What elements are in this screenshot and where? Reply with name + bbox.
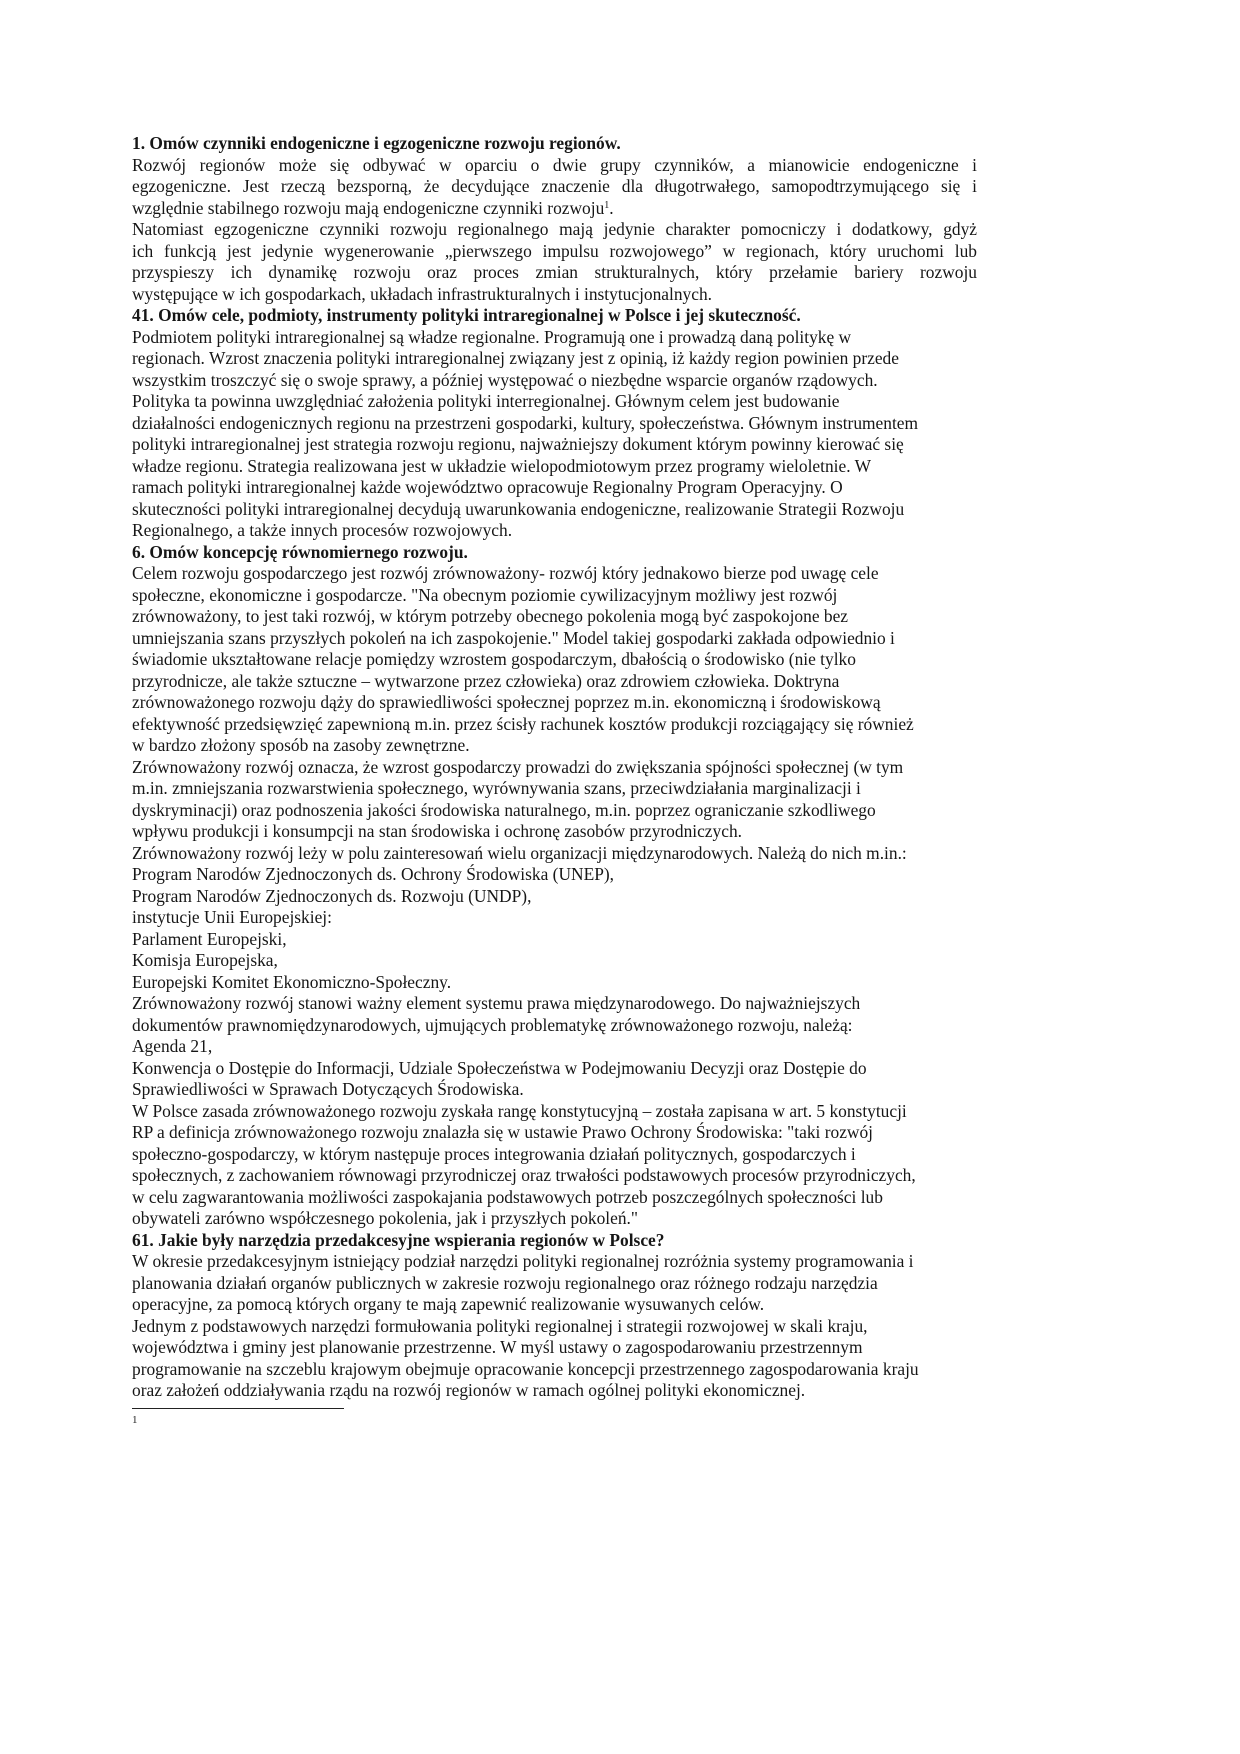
line-text: ramach polityki intraregionalnej każde województwo opracowuje Regionalny Program Operacyjny. O: [132, 477, 843, 497]
line-text: działalności endogenicznych regionu na przestrzeni gospodarki, kultury, społeczeństwa. Głównym instrumentem: [132, 412, 919, 433]
line-text: społecznych, z zachowaniem równowagi przyrodniczej oraz trwałości podstawowych procesów przyrodniczych,: [132, 1165, 916, 1185]
line-text: województwa i gminy jest planowanie przestrzenne. W myśl ustawy o zagospodarowaniu przestrzennym: [132, 1337, 863, 1357]
text-line: [132, 778, 977, 800]
line-text: Rozwój regionów może się odbywać w oparciu o dwie grupy czynników, a mianowicie endogeniczne i: [132, 154, 977, 175]
text-line: [132, 176, 977, 198]
section-heading: [132, 1230, 977, 1252]
text-line: [132, 1036, 977, 1058]
text-line: [132, 1251, 977, 1273]
text-line: [132, 886, 977, 908]
line-text: władze regionu. Strategia realizowana jest w układzie wielopodmiotowym przez programy wieloletnie. W: [132, 455, 872, 476]
line-text: wpływu produkcji i konsumpcji na stan środowiska i ochronę zasobów przyrodniczych.: [132, 821, 742, 841]
text-line: [132, 1208, 977, 1230]
text-line: [132, 1316, 977, 1338]
section-heading: [132, 305, 977, 327]
text-line: [132, 950, 977, 972]
text-line: [132, 1015, 977, 1037]
line-text: Zrównoważony rozwój stanowi ważny element systemu prawa międzynarodowego. Do najważniejszych: [132, 993, 861, 1013]
text-line: [132, 907, 977, 929]
text-line: [132, 262, 977, 284]
line-text: operacyjne, za pomocą których organy te mają zapewnić realizowanie wysuwanych celów.: [132, 1294, 765, 1314]
text-line: [132, 735, 977, 757]
text-line: [132, 499, 977, 521]
text-line: [132, 929, 977, 951]
line-text: dokumentów prawnomiędzynarodowych, ujmujących problematykę zrównoważonego rozwoju, należą:: [132, 1014, 853, 1035]
line-text: występujące w ich gospodarkach, układach infrastrukturalnych i instytucjonalnych.: [132, 283, 712, 304]
text-line: [132, 477, 977, 499]
text-line: [132, 1144, 977, 1166]
text-line: [132, 284, 977, 306]
line-text: m.in. zmniejszania rozwarstwienia społecznego, wyrównywania szans, przeciwdziałania marginalizacji i: [132, 778, 861, 798]
text-line: [132, 1380, 977, 1402]
line-text: obywateli zarówno współczesnego pokolenia, jak i przyszłych pokoleń.": [132, 1208, 638, 1228]
text-line: [132, 413, 977, 435]
text-line: [132, 155, 977, 177]
text-line: [132, 1079, 977, 1101]
line-text-after: .: [609, 197, 614, 218]
line-text: 1. Omów czynniki endogeniczne i egzogeniczne rozwoju regionów.: [132, 133, 621, 153]
text-line: [132, 219, 977, 241]
text-line: [132, 241, 977, 263]
text-line: [132, 585, 977, 607]
line-text: Europejski Komitet Ekonomiczno-Społeczny.: [132, 971, 452, 992]
text-line: [132, 1359, 977, 1381]
line-text: 41. Omów cele, podmioty, instrumenty polityki intraregionalnej w Polsce i jej skuteczność.: [132, 305, 801, 325]
line-text: zrównoważony, to jest taki rozwój, w którym potrzeby obecnego pokolenia mogą być zaspokojone bez: [132, 606, 849, 626]
line-text: w bardzo złożony sposób na zasoby zewnętrzne.: [132, 735, 470, 755]
line-text: umniejszania szans przyszłych pokoleń na ich zaspokojenie." Model takiej gospodarki zakłada odpowiednio i: [132, 627, 895, 648]
line-text: Natomiast egzogeniczne czynniki rozwoju regionalnego mają jedynie charakter pomocniczy i dodatkowy, gdyż: [132, 219, 977, 239]
line-text: świadomie ukształtowane relacje pomiędzy wzrostem gospodarczym, dbałością o środowisko (nie tylko: [132, 649, 856, 669]
line-text: ich funkcją jest jedynie wygenerowanie „pierwszego impulsu rozwojowego” w regionach, który uruchomi lub: [132, 240, 977, 261]
line-text: skuteczności polityki intraregionalnej decydują uwarunkowania endogeniczne, realizowanie Strategii Rozwoju: [132, 498, 905, 519]
text-line: [132, 1122, 977, 1144]
text-line: [132, 563, 977, 585]
text-line: [132, 757, 977, 779]
text-line: [132, 800, 977, 822]
line-text: W okresie przedakcesyjnym istniejący podział narzędzi polityki regionalnej rozróżnia systemy programowania i: [132, 1251, 914, 1271]
text-line: [132, 1187, 977, 1209]
line-text: Komisja Europejska,: [132, 950, 278, 970]
line-text: efektywność przedsięwzięć zapewnioną m.in. przez ścisły rachunek kosztów produkcji rozciągający się również: [132, 713, 914, 734]
text-line: [132, 198, 977, 220]
line-text: Podmiotem polityki intraregionalnej są władze regionalne. Programują one i prowadzą daną politykę w: [132, 326, 852, 347]
text-line: [132, 671, 977, 693]
line-text: Sprawiedliwości w Sprawach Dotyczących Środowiska.: [132, 1079, 524, 1099]
line-text: oraz założeń oddziaływania rządu na rozwój regionów w ramach ogólnej polityki ekonomicznej.: [132, 1380, 806, 1400]
text-line: [132, 993, 977, 1015]
line-text: Program Narodów Zjednoczonych ds. Rozwoju (UNDP),: [132, 885, 532, 906]
text-line: [132, 1273, 977, 1295]
text-line: [132, 843, 977, 865]
text-line: [132, 714, 977, 736]
text-line: [132, 1058, 977, 1080]
text-line: [132, 628, 977, 650]
line-text: przyrodnicze, ale także sztuczne – wytwarzone przez człowieka) oraz zdrowiem człowieka. Doktryna: [132, 670, 840, 691]
line-text: Celem rozwoju gospodarczego jest rozwój zrównoważony- rozwój który jednakowo bierze pod uwagę cele: [132, 563, 879, 583]
line-text: 6. Omów koncepcję równomiernego rozwoju.: [132, 541, 468, 562]
section-heading: [132, 542, 977, 564]
text-line: [132, 1165, 977, 1187]
line-text: Agenda 21,: [132, 1036, 213, 1056]
line-text: wszystkim troszczyć się o swoje sprawy, a później występować o niezbędne wsparcie organów rządowych.: [132, 369, 878, 390]
footnote-reference[interactable]: 1: [604, 199, 610, 211]
line-text: Zrównoważony rozwój oznacza, że wzrost gospodarczy prowadzi do zwiększania spójności społecznej (w tym: [132, 756, 904, 777]
text-line: [132, 327, 977, 349]
line-text: Parlament Europejski,: [132, 928, 287, 949]
line-text: przyspieszy ich dynamikę rozwoju oraz proces zmian strukturalnych, który przełamie bariery rozwoju: [132, 262, 977, 282]
line-text: społeczno-gospodarczy, w którym następuje proces integrowania działań politycznych, gospodarczych i: [132, 1143, 856, 1164]
line-text: w celu zagwarantowania możliwości zaspokajania podstawowych potrzeb poszczególnych społeczności lub: [132, 1186, 883, 1207]
line-text: RP a definicja zrównoważonego rozwoju znalazła się w ustawie Prawo Ochrony Środowiska: "taki rozwój: [132, 1122, 873, 1142]
line-text: Zrównoważony rozwój leży w polu zainteresowań wielu organizacji międzynarodowych. Należą do nich m.in.:: [132, 842, 907, 863]
text-line: [132, 972, 977, 994]
text-line: [132, 1101, 977, 1123]
line-text: względnie stabilnego rozwoju mają endogeniczne czynniki rozwoju: [132, 197, 605, 218]
line-text: instytucje Unii Europejskiej:: [132, 907, 332, 927]
text-line: [132, 1337, 977, 1359]
line-text: programowanie na szczeblu krajowym obejmuje opracowanie koncepcji przestrzennego zagospodarowania kraju: [132, 1358, 919, 1379]
line-text: Program Narodów Zjednoczonych ds. Ochrony Środowiska (UNEP),: [132, 864, 615, 884]
text-line: [132, 649, 977, 671]
text-line: [132, 391, 977, 413]
line-text: planowania działań organów publicznych w zakresie rozwoju regionalnego oraz różnego rodzaju narzędzia: [132, 1272, 878, 1293]
line-text: dyskryminacji) oraz podnoszenia jakości środowiska naturalnego, m.in. poprzez ograniczanie szkodliwego: [132, 799, 876, 820]
text-line: [132, 434, 977, 456]
text-line: [132, 606, 977, 628]
line-text: regionach. Wzrost znaczenia polityki intraregionalnej związany jest z opinią, iż każdy region powinien przede: [132, 348, 899, 368]
text-line: [132, 821, 977, 843]
footnote-separator: [132, 1408, 344, 1409]
text-line: [132, 692, 977, 714]
line-text: społeczne, ekonomiczne i gospodarcze. "Na obecnym poziomie cywilizacyjnym możliwy jest rozwój: [132, 584, 838, 605]
line-text: Polityka ta powinna uwzględniać założenia polityki interregionalnej. Głównym celem jest budowanie: [132, 391, 840, 411]
text-line: [132, 864, 977, 886]
line-text: polityki intraregionalnej jest strategia rozwoju regionu, najważniejszy dokument którym powinny kierować się: [132, 434, 904, 454]
text-line: [132, 456, 977, 478]
line-text: zrównoważonego rozwoju dąży do sprawiedliwości społecznej poprzez m.in. ekonomiczną i środowiskową: [132, 692, 881, 712]
line-text: Jednym z podstawowych narzędzi formułowania polityki regionalnej i strategii rozwojowej w skali kraju,: [132, 1315, 868, 1336]
document-body: [132, 133, 977, 1402]
line-text: egzogeniczne. Jest rzeczą bezsporną, że decydujące znaczenie dla długotrwałego, samopodtrzymującego się i: [132, 176, 977, 196]
text-line: [132, 370, 977, 392]
text-line: [132, 520, 977, 542]
text-line: [132, 348, 977, 370]
section-heading: [132, 133, 977, 155]
line-text: Konwencja o Dostępie do Informacji, Udziale Społeczeństwa w Podejmowaniu Decyzji oraz Dostępie do: [132, 1057, 867, 1078]
line-text: Regionalnego, a także innych procesów rozwojowych.: [132, 520, 513, 540]
line-text: 61. Jakie były narzędzia przedakcesyjne wspierania regionów w Polsce?: [132, 1229, 665, 1250]
footnote-number: 1: [132, 1414, 138, 1426]
line-text: W Polsce zasada zrównoważonego rozwoju zyskała rangę konstytucyjną – została zapisana w art. 5 konstytucji: [132, 1100, 907, 1121]
text-line: [132, 1294, 977, 1316]
